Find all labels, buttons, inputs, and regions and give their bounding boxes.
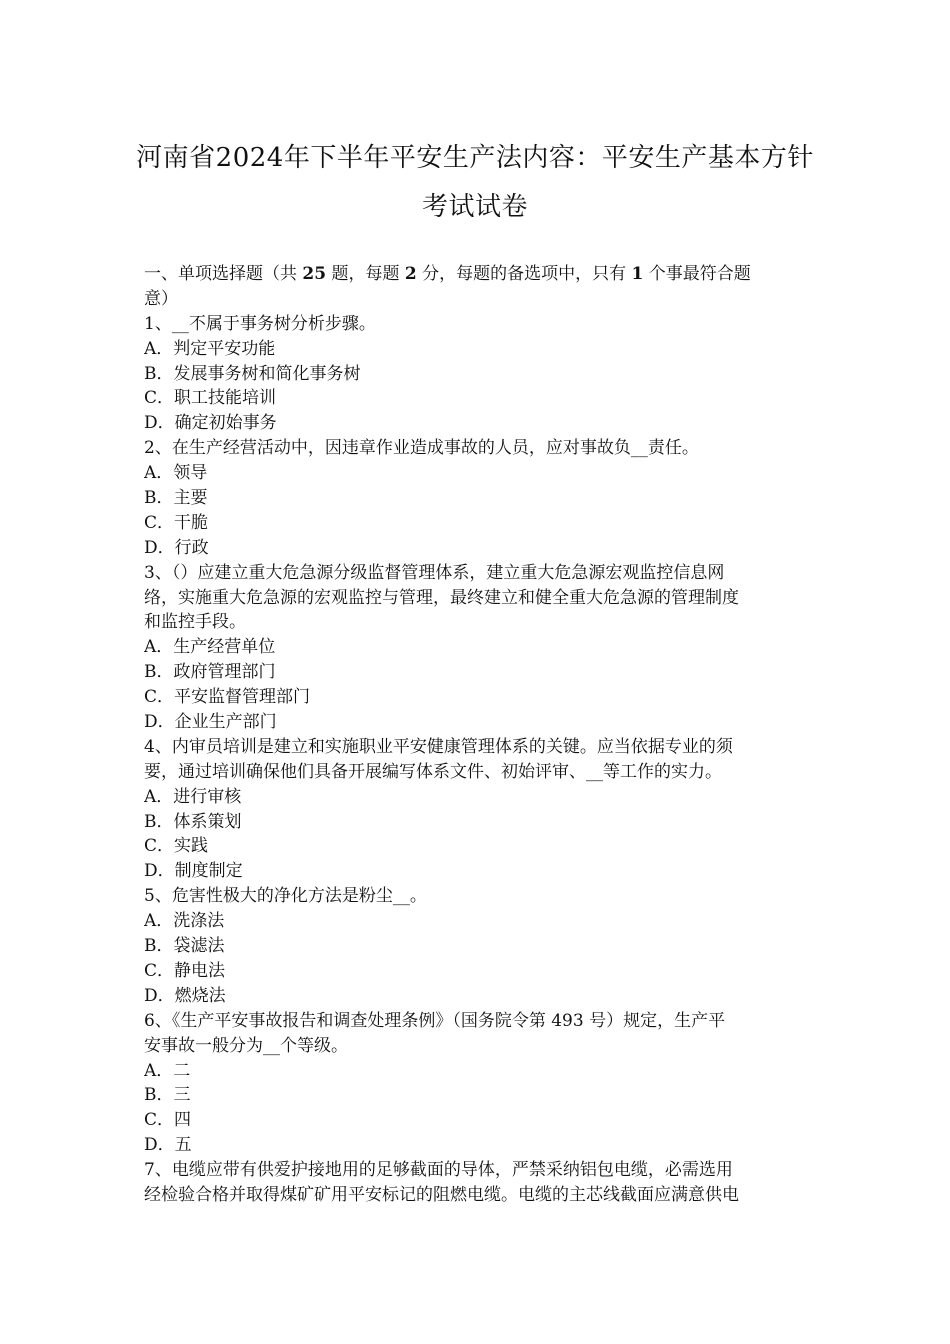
answer-option: B．主要 — [144, 488, 208, 509]
document-title: 河南省2024年下半年平安生产法内容：平安生产基本方针 — [136, 143, 814, 173]
exam-content — [144, 262, 808, 1208]
answer-option: B．体系策划 — [144, 811, 242, 832]
answer-option: B．三 — [144, 1085, 191, 1106]
section-heading-text: 个事最符合题 — [643, 264, 751, 284]
question-text: 安事故一般分为__个等级。 — [144, 1035, 348, 1056]
answer-option: C．实践 — [144, 836, 209, 857]
question-text: 5、危害性极大的净化方法是粉尘__。 — [144, 886, 427, 907]
question-3 — [144, 561, 808, 735]
answer-option: C．职工技能培训 — [144, 388, 277, 409]
answer-option: A．领导 — [144, 463, 208, 484]
answer-option: D．企业生产部门 — [144, 712, 277, 733]
section-heading-text: 一、单项选择题（共 — [144, 264, 303, 284]
answer-option: B．袋滤法 — [144, 936, 225, 957]
question-6 — [144, 1009, 808, 1158]
answer-option: B．发展事务树和简化事务树 — [144, 363, 361, 384]
answer-option: A．判定平安功能 — [144, 338, 276, 359]
question-count: 25 — [302, 264, 327, 284]
question-2 — [144, 436, 808, 560]
question-text: 要，通过培训确保他们具备开展编写体系文件、初始评审、__等工作的实力。 — [144, 761, 722, 782]
question-4 — [144, 735, 808, 884]
question-1 — [144, 312, 808, 436]
section-heading-text: 分，每题的备选项中，只有 — [416, 264, 632, 284]
question-text: 7、电缆应带有供爱护接地用的足够截面的导体，严禁采纳铝包电缆，必需选用 — [144, 1160, 733, 1181]
answer-option: D．五 — [144, 1135, 192, 1156]
correct-count: 1 — [631, 264, 644, 284]
question-text: 和监控手段。 — [144, 612, 246, 633]
answer-option: A．生产经营单位 — [144, 637, 276, 658]
section-heading — [144, 262, 808, 287]
question-text: 经检验合格并取得煤矿矿用平安标记的阻燃电缆。电缆的主芯线截面应满意供电 — [144, 1184, 739, 1205]
answer-option: D．行政 — [144, 537, 209, 558]
question-list — [144, 312, 808, 1208]
question-7 — [144, 1158, 808, 1208]
answer-option: A．二 — [144, 1060, 191, 1081]
question-text: 4、内审员培训是建立和实施职业平安健康管理体系的关键。应当依据专业的须 — [144, 736, 733, 757]
question-text: 络，实施重大危急源的宏观监控与管理，最终建立和健全重大危急源的管理制度 — [144, 587, 739, 608]
answer-option: C．干脆 — [144, 512, 209, 533]
document-title-line2: 考试试卷 — [421, 192, 528, 222]
question-text: 1、__不属于事务树分析步骤。 — [144, 313, 376, 334]
question-5 — [144, 884, 808, 1008]
question-text: 2、在生产经营活动中，因违章作业造成事故的人员，应对事故负__责任。 — [144, 438, 699, 459]
answer-option: C．平安监督管理部门 — [144, 687, 311, 708]
points-per-question: 2 — [404, 264, 417, 284]
answer-option: D．制度制定 — [144, 861, 243, 882]
section-heading-text: 题，每题 — [326, 264, 405, 284]
answer-option: C．四 — [144, 1110, 192, 1131]
section-heading-line2: 意） — [144, 288, 178, 309]
question-text: 6、《生产平安事故报告和调查处理条例》（国务院令第 493 号）规定，生产平 — [144, 1010, 726, 1031]
answer-option: A．进行审核 — [144, 786, 242, 807]
answer-option: C．静电法 — [144, 960, 226, 981]
answer-option: B．政府管理部门 — [144, 662, 276, 683]
answer-option: A．洗涤法 — [144, 911, 225, 932]
answer-option: D．燃烧法 — [144, 985, 226, 1006]
question-text: 3、（）应建立重大危急源分级监督管理体系，建立重大危急源宏观监控信息网 — [144, 562, 725, 583]
answer-option: D．确定初始事务 — [144, 413, 277, 434]
